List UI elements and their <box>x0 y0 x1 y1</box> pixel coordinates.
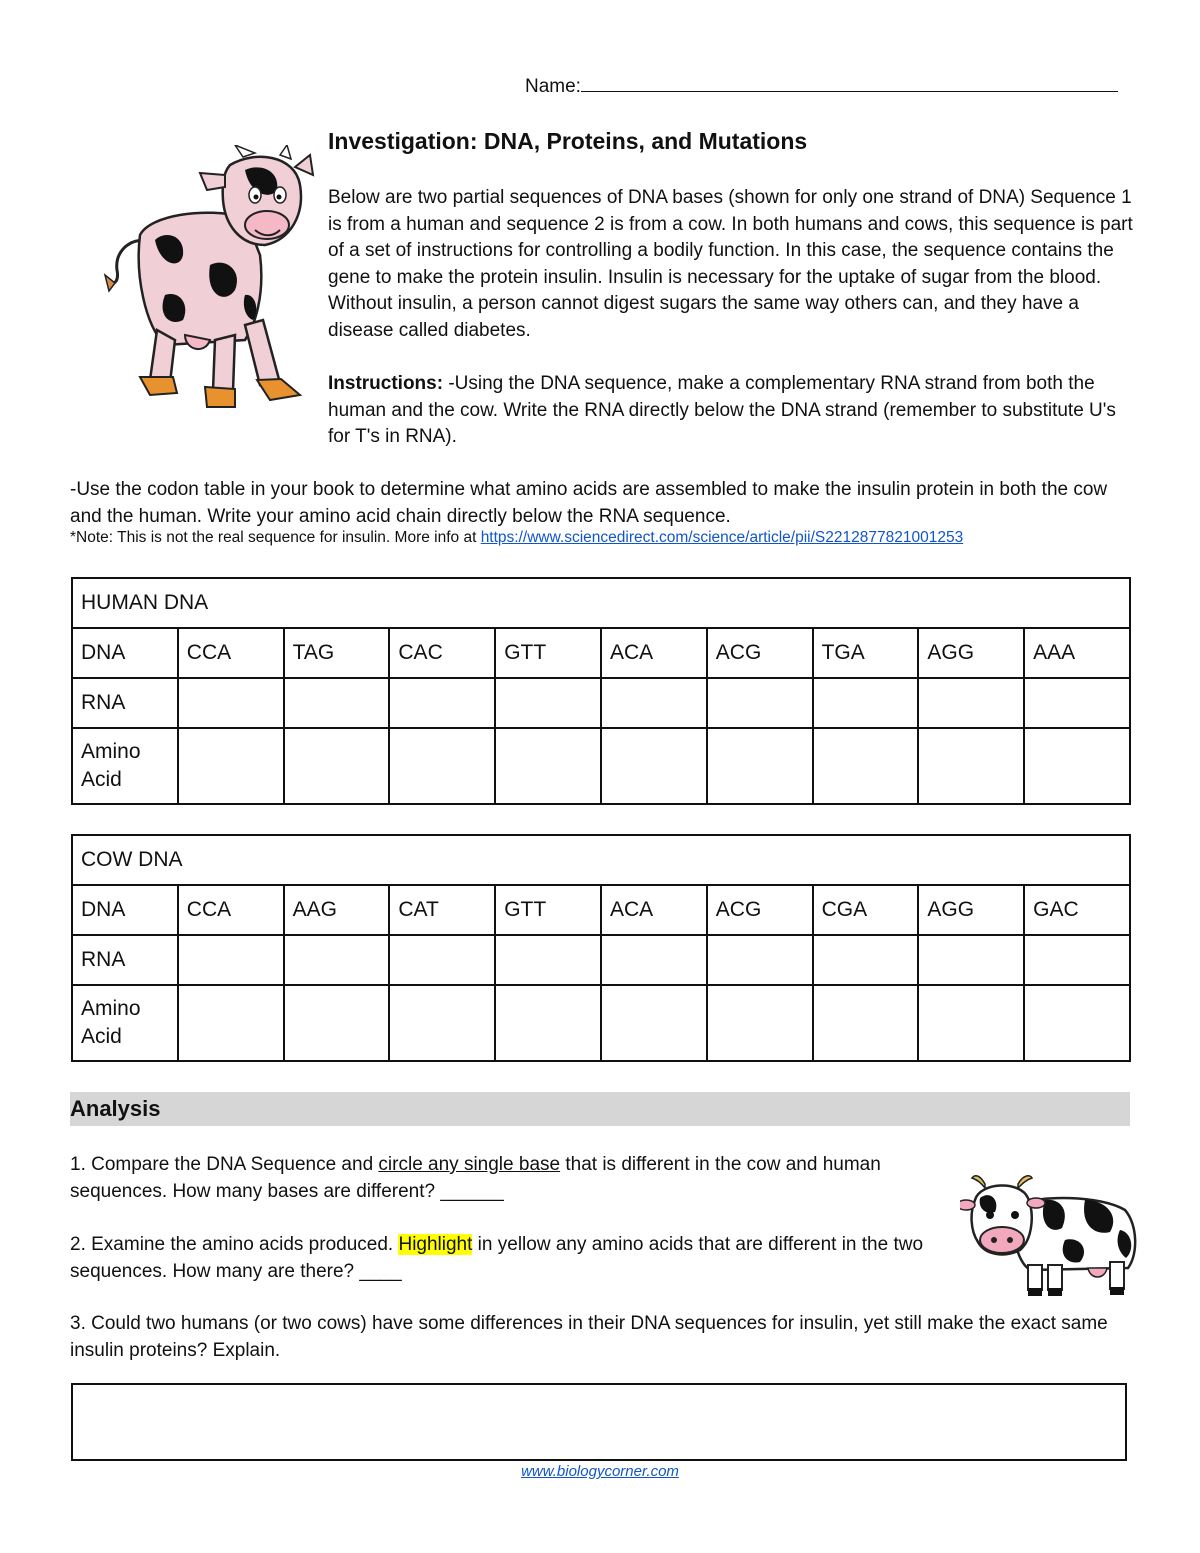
answer-box[interactable] <box>71 1383 1127 1461</box>
rna-input-cell[interactable] <box>389 935 495 985</box>
codon-cell: ACG <box>707 628 813 678</box>
amino-input-cell[interactable] <box>813 985 919 1061</box>
codon-cell: CAT <box>389 885 495 935</box>
codon-cell: CAC <box>389 628 495 678</box>
codon-cell: GAC <box>1024 885 1130 935</box>
codon-cell: AAG <box>284 885 390 935</box>
rna-input-cell[interactable] <box>389 678 495 728</box>
amino-input-cell[interactable] <box>601 728 707 804</box>
row-label-dna: DNA <box>72 885 178 935</box>
instructions-paragraph <box>328 371 1138 451</box>
footer-link[interactable]: www.biologycorner.com <box>521 1463 679 1480</box>
amino-input-cell[interactable] <box>707 985 813 1061</box>
question-2: 2. Examine the amino acids produced. Highlight in yellow any amino acids that are different in the two sequences. How many are there? ____ <box>70 1234 924 1282</box>
codon-cell: CGA <box>813 885 919 935</box>
analysis-heading: Analysis <box>70 1092 1130 1126</box>
page-title: Investigation: DNA, Proteins, and Mutations <box>328 128 808 154</box>
rna-input-cell[interactable] <box>178 678 284 728</box>
name-field-label: Name: <box>525 73 1118 98</box>
amino-input-cell[interactable] <box>178 985 284 1061</box>
rna-input-cell[interactable] <box>813 935 919 985</box>
rna-input-cell[interactable] <box>601 935 707 985</box>
codon-cell: AGG <box>918 628 1024 678</box>
sciencedirect-link[interactable]: https://www.sciencedirect.com/science/article/pii/S2212877821001253 <box>480 529 964 546</box>
amino-input-cell[interactable] <box>813 728 919 804</box>
amino-input-cell[interactable] <box>601 985 707 1061</box>
footer <box>0 1463 1200 1480</box>
amino-input-cell[interactable] <box>284 728 390 804</box>
codon-cell: AAA <box>1024 628 1130 678</box>
row-label-dna: DNA <box>72 628 178 678</box>
amino-input-cell[interactable] <box>389 728 495 804</box>
codon-cell: GTT <box>495 628 601 678</box>
instructions-label: Instructions: <box>328 373 444 394</box>
codon-cell: GTT <box>495 885 601 935</box>
row-label-amino-acid: Amino Acid <box>72 985 178 1061</box>
table-title: HUMAN DNA <box>72 578 1130 628</box>
row-label-amino-acid: Amino Acid <box>72 728 178 804</box>
codon-cell: TAG <box>284 628 390 678</box>
question-1: 1. Compare the DNA Sequence and circle any single base that is different in the cow and human sequences. How many bases are different? ______ <box>70 1154 881 1202</box>
row-label-rna: RNA <box>72 935 178 985</box>
cow-illustration-standing <box>95 145 320 415</box>
row-label-rna: RNA <box>72 678 178 728</box>
rna-input-cell[interactable] <box>495 935 601 985</box>
amino-input-cell[interactable] <box>495 728 601 804</box>
codon-cell: ACA <box>601 628 707 678</box>
note-line: *Note: This is not the real sequence for insulin. More info at https://www.sciencedirect.com/science/article/pii/S2212877821001253 <box>70 529 964 546</box>
amino-input-cell[interactable] <box>707 728 813 804</box>
table-title: COW DNA <box>72 835 1130 885</box>
intro-paragraph: Below are two partial sequences of DNA bases (shown for only one strand of DNA) Sequence 1 is from a human and sequence 2 is from a cow. In both humans and cows, this sequence is part of a set of instructions for controlling a bodily function. In this case, the sequence contains the gene to make the protein insulin. Insulin is necessary for the uptake of sugar from the blood. Without insulin, a person cannot digest sugars the same way others can, and they have a disease called diabetes. <box>328 187 1133 341</box>
amino-input-cell[interactable] <box>284 985 390 1061</box>
rna-input-cell[interactable] <box>1024 678 1130 728</box>
codon-cell: CCA <box>178 628 284 678</box>
codon-cell: CCA <box>178 885 284 935</box>
human-dna-table <box>71 577 1131 805</box>
rna-input-cell[interactable] <box>918 678 1024 728</box>
rna-input-cell[interactable] <box>707 935 813 985</box>
rna-input-cell[interactable] <box>284 935 390 985</box>
rna-input-cell[interactable] <box>707 678 813 728</box>
codon-instructions: -Use the codon table in your book to determine what amino acids are assembled to make the insulin protein in both the cow and the human. Write your amino acid chain directly below the RNA sequence. <box>70 479 1108 527</box>
rna-input-cell[interactable] <box>284 678 390 728</box>
cow-illustration-small <box>960 1170 1145 1300</box>
amino-input-cell[interactable] <box>1024 985 1130 1061</box>
rna-input-cell[interactable] <box>918 935 1024 985</box>
amino-input-cell[interactable] <box>178 728 284 804</box>
rna-input-cell[interactable] <box>813 678 919 728</box>
amino-input-cell[interactable] <box>918 985 1024 1061</box>
rna-input-cell[interactable] <box>1024 935 1130 985</box>
amino-input-cell[interactable] <box>1024 728 1130 804</box>
codon-cell: ACA <box>601 885 707 935</box>
codon-cell: AGG <box>918 885 1024 935</box>
amino-input-cell[interactable] <box>389 985 495 1061</box>
amino-input-cell[interactable] <box>918 728 1024 804</box>
codon-cell: ACG <box>707 885 813 935</box>
cow-dna-table <box>71 834 1131 1062</box>
name-blank[interactable] <box>581 73 1118 92</box>
rna-input-cell[interactable] <box>495 678 601 728</box>
amino-input-cell[interactable] <box>495 985 601 1061</box>
instructions-text: -Using the DNA sequence, make a complementary RNA strand from both the human and the cow. Write the RNA directly below the DNA strand (remember to substitute U's for T's in RNA). <box>328 373 1116 447</box>
rna-input-cell[interactable] <box>601 678 707 728</box>
codon-cell: TGA <box>813 628 919 678</box>
question-3: 3. Could two humans (or two cows) have some differences in their DNA sequences for insulin, yet still make the exact same insulin proteins? Explain. <box>70 1313 1108 1361</box>
rna-input-cell[interactable] <box>178 935 284 985</box>
